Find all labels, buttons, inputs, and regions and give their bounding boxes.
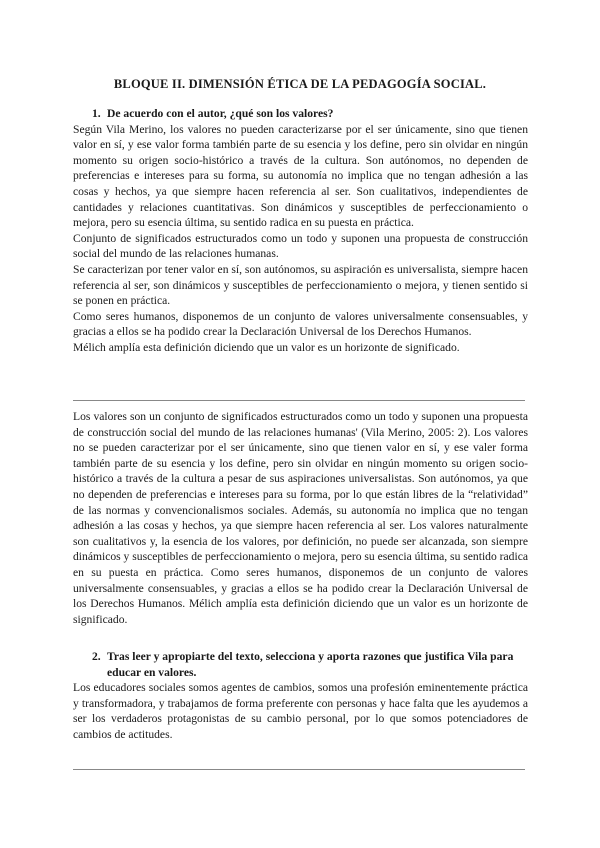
notes-paragraph: Según Vila Merino, los valores no pueden caracterizarse por el ser únicamente, sino que tienen valor en sí, y ese valor forma también parte de su esencia y los define, pero sin olvidar en ningún momento su origen socio-histórico a través de la cultura. Son autónomos, no dependen de preferencias e intereses para su forma, su autonomía no implica que no tengan adhesión a las cosas y hechos, ya que siempre hacen referencia al ser. Son cualitativos, independientes de cantidades y relaciones cuantitativas. Son dinámicos y susceptibles de perfeccionamiento o mejora, pero su esencia última, su sentido radica en su puesta en práctica. <box>73 122 528 230</box>
notes-paragraph: Se caracterizan por tener valor en sí, son autónomos, su aspiración es universalista, siempre hacen referencia al ser, son dinámicos y susceptibles de perfeccionamiento o mejora, y tienen sentido si se ponen en práctica. <box>73 262 528 308</box>
question-1-number: 1. <box>92 107 101 120</box>
section-1-answer <box>73 409 528 627</box>
notes-paragraph: Mélich amplía esta definición diciendo que un valor es un horizonte de significado. <box>73 340 460 354</box>
section-1-notes <box>73 106 528 356</box>
section-2 <box>73 649 528 743</box>
question-2-heading <box>73 649 528 680</box>
document-title: BLOQUE II. DIMENSIÓN ÉTICA DE LA PEDAGOGÍA SOCIAL. <box>113 77 487 91</box>
question-2-text: Tras leer y apropiarte del texto, selecciona y aporta razones que justifica Vila para educar en valores. <box>107 650 514 679</box>
question-1-text: De acuerdo con el autor, ¿qué son los valores? <box>107 107 334 120</box>
divider <box>73 400 525 401</box>
notes-paragraph: Como seres humanos, disponemos de un conjunto de valores universalmente consensuables, y gracias a ellos se ha podido crear la Declaración Universal de los Derechos Humanos. <box>73 309 528 339</box>
divider <box>73 769 525 770</box>
answer-paragraph: Los educadores sociales somos agentes de cambios, somos una profesión eminentemente práctica y transformadora, y trabajamos de forma preferente con personas y hace falta que les ayudemos a ser los verdaderos protagonistas de su cambio personal, por lo que somos potenciadores de cambios de actitudes. <box>73 681 528 741</box>
question-1-heading <box>73 106 528 122</box>
notes-paragraph: Conjunto de significados estructurados como un todo y suponen una propuesta de construcción social del mundo de las relaciones humanas. <box>73 231 528 261</box>
answer-paragraph: Los valores son un conjunto de significados estructurados como un todo y suponen una propuesta de construcción social del mundo de las relaciones humanas' (Vila Merino, 2005: 2). Los valores no se pueden caracterizar por el ser únicamente, sino que tienen valor en sí, y ese valer forma también parte de su esencia y los define, pero sin olvidar en ningún momento su origen socio-histórico a través de la cultura a pesar de sus aspiraciones universalistas. Son autónomos, ya que no dependen de preferencias e intereses para su forma, por lo que están libres de la “relatividad” de las normas y convencionalismos sociales. Además, su autonomía no implica que no tengan adhesión a las cosas y hechos, ya que siempre hacen referencia al ser. Los valores naturalmente son cualitativos y, la esencia de los valores, por definición, no puede ser alcanzada, son siempre dinámicos y susceptibles de perfeccionamiento o mejora, pero su esencia última, su sentido radica en su puesta en práctica. Como seres humanos, disponemos de un conjunto de valores universalmente consensuables, y gracias a ellos se ha podido crear la Declaración Universal de los Derechos Humanos. Mélich amplía esta definición diciendo que un valor es un horizonte de significado. <box>73 410 528 626</box>
question-2-number: 2. <box>92 650 101 663</box>
